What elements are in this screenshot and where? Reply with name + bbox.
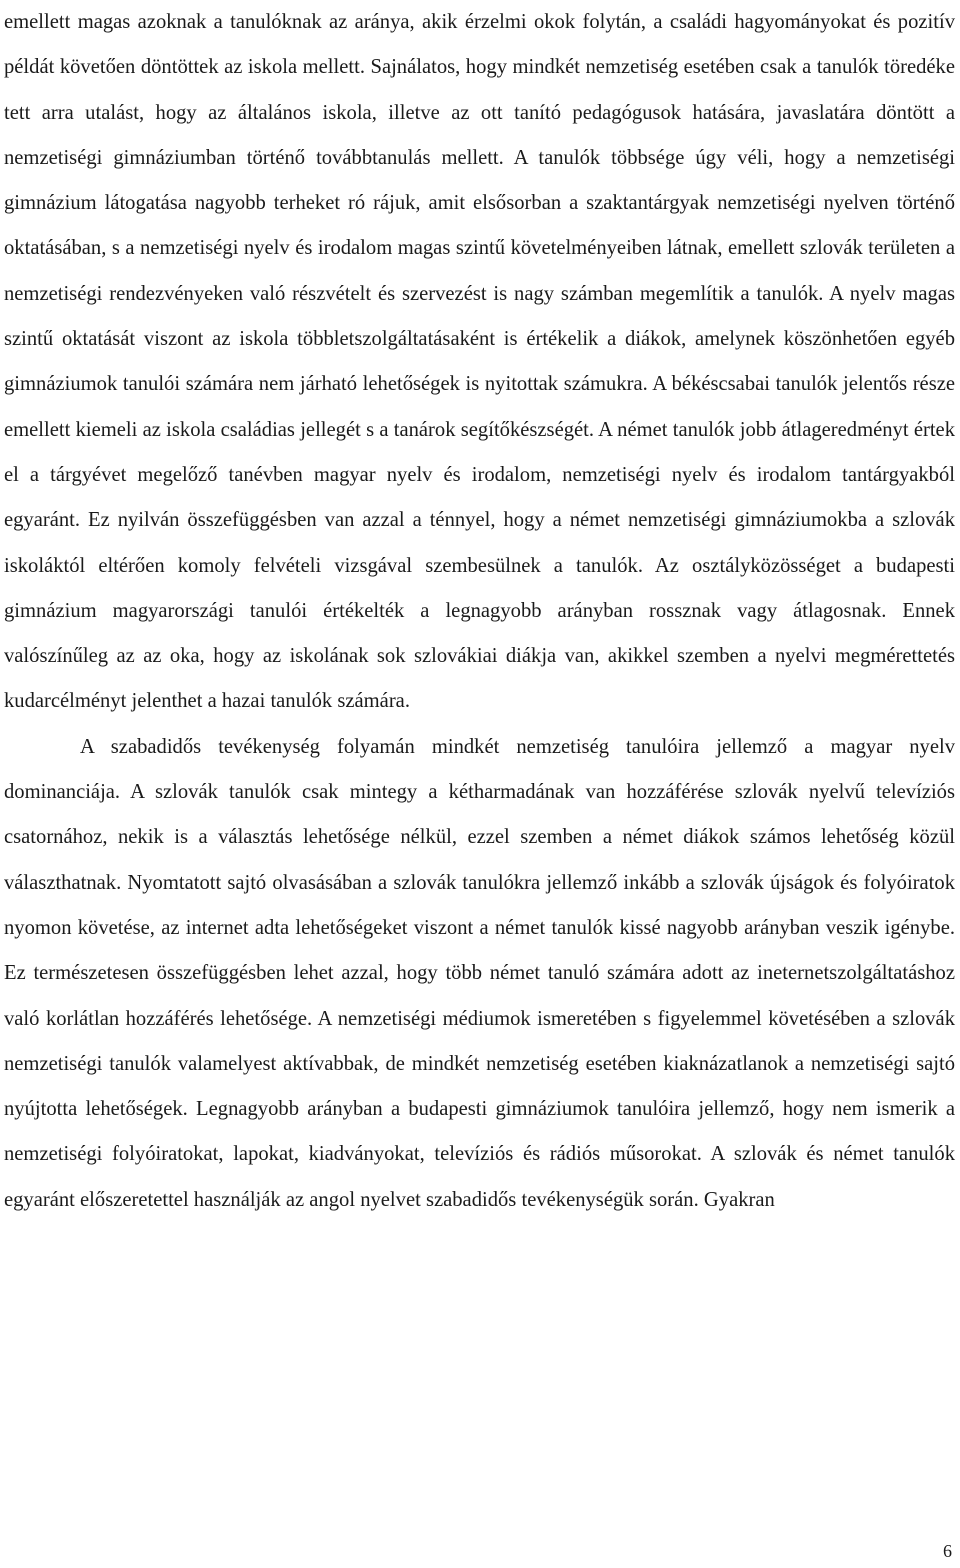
page-number: 6 [943,1541,952,1561]
body-text [4,0,955,1223]
paragraph-1: emellett magas azoknak a tanulóknak az aránya, akik érzelmi okok folytán, a családi hagyományokat és pozitív példát követően döntöttek az iskola mellett. Sajnálatos, hogy mindkét nemzetiség esetében csak a tanulók töredéke tett arra utalást, hogy az általános iskola, illetve az ott tanító pedagógusok hatására, javaslatára döntött a nemzetiségi gimnáziumban történő továbbtanulás mellett. A tanulók többsége úgy véli, hogy a nemzetiségi gimnázium látogatása nagyobb terheket ró rájuk, amit elsősorban a szaktantárgyak nemzetiségi nyelven történő oktatásában, s a nemzetiségi nyelv és irodalom magas szintű követelményeiben látnak, emellett szlovák területen a nemzetiségi rendezvényeken való részvételt és szervezést is nagy számban megemlítik a tanulók. A nyelv magas szintű oktatását viszont az iskola többletszolgáltatásaként is értékelik a diákok, amelynek köszönhetően egyéb gimnáziumok tanulói számára nem járható lehetőségek is nyitottak számukra. A békéscsabai tanulók jelentős része emellett kiemeli az iskola családias jellegét s a tanárok segítőkészségét. A német tanulók jobb átlageredményt értek el a tárgyévet megelőző tanévben magyar nyelv és irodalom, nemzetiségi nyelv és irodalom tantárgyakból egyaránt. Ez nyilván összefüggésben van azzal a ténnyel, hogy a német nemzetiségi gimnáziumokba a szlovák iskoláktól eltérően komoly felvételi vizsgával szembesülnek a tanulók. Az osztályközösséget a budapesti gimnázium magyarországi tanulói értékelték a legnagyobb arányban rossznak vagy átlagosnak. Ennek valószínűleg az az oka, hogy az iskolának sok szlovákiai diákja van, akikkel szemben a nyelvi megmérettetés kudarcélményt jelenthet a hazai tanulók számára. [4,11,955,713]
paragraph-2: A szabadidős tevékenység folyamán mindkét nemzetiség tanulóira jellemző a magyar nyelv dominanciája. A szlovák tanulók csak mintegy a kétharmadának van hozzáférése szlovák nyelvű televíziós csatornához, nekik is a választás lehetősége nélkül, ezzel szemben a német diákok számos lehetőség közül választhatnak. Nyomtatott sajtó olvasásában a szlovák tanulókra jellemző inkább a szlovák újságok és folyóiratok nyomon követése, az internet adta lehetőségeket viszont a német tanulók kissé nagyobb arányban veszik igénybe. Ez természetesen összefüggésben lehet azzal, hogy több német tanuló számára adott az ineternetszolgáltatáshoz való korlátlan hozzáférés lehetősége. A nemzetiségi médiumok ismeretében s figyelemmel követésében a szlovák nemzetiségi tanulók valamelyest aktívabbak, de mindkét nemzetiség esetében kiaknázatlanok a nemzetiségi sajtó nyújtotta lehetőségek. Legnagyobb arányban a budapesti gimnáziumok tanulóira jellemző, hogy nem ismerik a nemzetiségi folyóiratokat, lapokat, kiadványokat, televíziós és rádiós műsorokat. A szlovák és német tanulók egyaránt előszeretettel használják az angol nyelvet szabadidős tevékenységük során. Gyakran [4,735,955,1211]
